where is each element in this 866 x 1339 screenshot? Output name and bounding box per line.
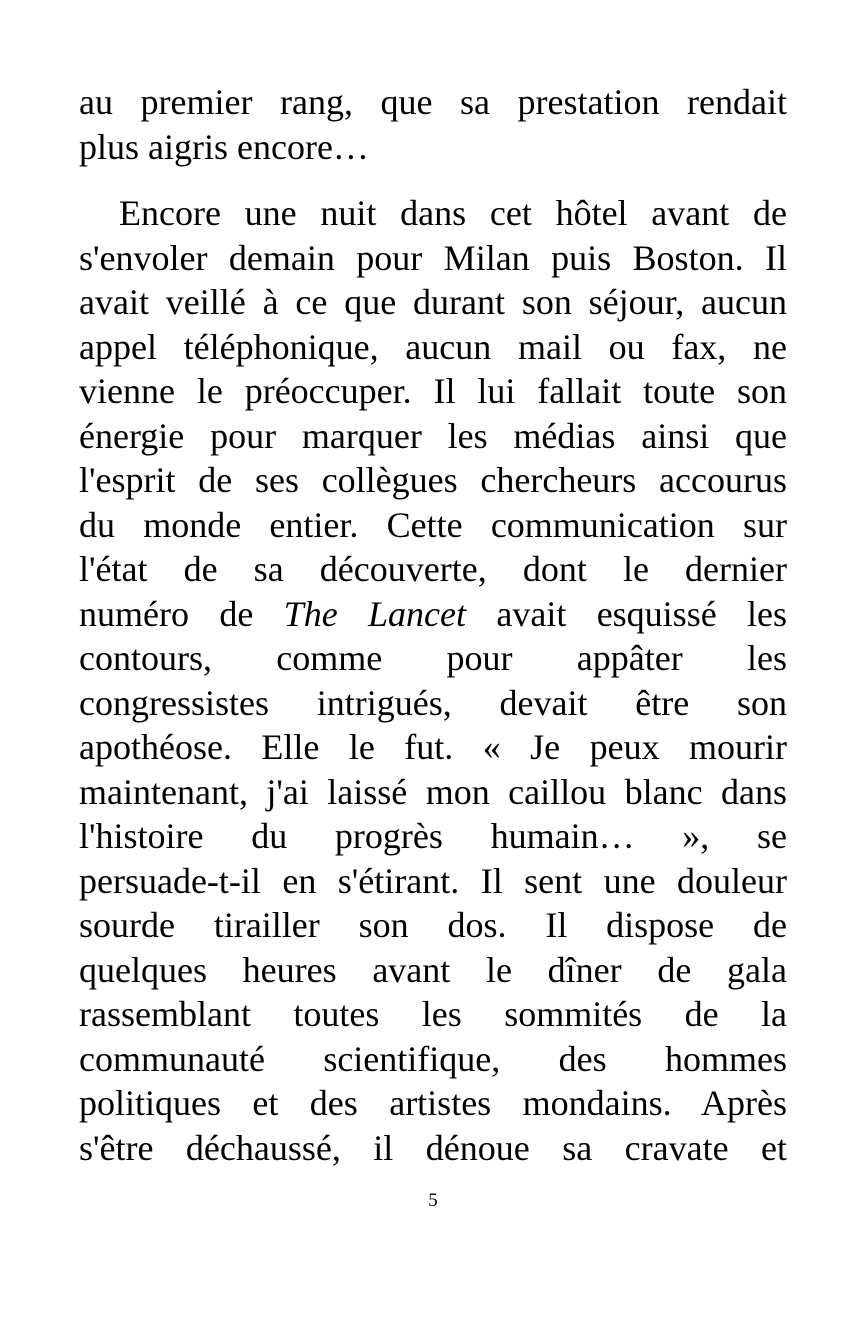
- text-fragment: numéro de: [79, 593, 254, 634]
- page-number: 5: [428, 1190, 438, 1211]
- text-line: l'histoire du progrès humain… », se: [79, 816, 787, 856]
- text-line: quelques heures avant le dîner de gala: [79, 949, 787, 990]
- text-line: avait veillé à ce que durant son séjour, aucun: [79, 282, 787, 322]
- text-line: communauté scientifique, des hommes: [79, 1038, 787, 1079]
- text-line: persuade-t-il en s'étirant. Il sent une douleur: [79, 860, 787, 901]
- text-line: l'état de sa découverte, dont le dernier: [79, 549, 787, 589]
- text-line: plus aigris encore…: [79, 126, 369, 167]
- body-text: [79, 80, 787, 1170]
- text-line: politiques et des artistes mondains. Après: [79, 1083, 787, 1123]
- text-line: énergie pour marquer les médias ainsi que: [79, 415, 787, 456]
- text-line: l'esprit de ses collègues chercheurs accourus: [79, 460, 787, 500]
- text-line: Encore une nuit dans cet hôtel avant de: [119, 193, 787, 233]
- text-fragment: avait esquissé les: [496, 593, 788, 634]
- journal-title: The Lancet: [283, 593, 467, 634]
- text-line: du monde entier. Cette communication sur: [79, 504, 787, 545]
- text-line: vienne le préoccuper. Il lui fallait toute son: [79, 371, 787, 411]
- paragraph: [79, 80, 787, 169]
- text-line: appel téléphonique, aucun mail ou fax, ne: [79, 326, 787, 367]
- text-line: rassemblant toutes les sommités de la: [79, 994, 787, 1034]
- text-line: au premier rang, que sa prestation rendait: [79, 82, 787, 122]
- text-line: congressistes intrigués, devait être son: [79, 682, 787, 723]
- text-line: s'envoler demain pour Milan puis Boston. Il: [79, 237, 787, 278]
- text-line: apothéose. Elle le fut. « Je peux mourir: [79, 727, 787, 767]
- paragraph-gap: [79, 169, 787, 191]
- text-line: contours, comme pour appâter les: [79, 638, 787, 678]
- text-line-with-journal-title: [79, 592, 787, 637]
- text-line: maintenant, j'ai laissé mon caillou blanc dans: [79, 771, 787, 812]
- paragraph: [79, 191, 787, 1170]
- text-line: sourde tirailler son dos. Il dispose de: [79, 905, 787, 945]
- text-line: s'être déchaussé, il dénoue sa cravate et: [79, 1127, 787, 1168]
